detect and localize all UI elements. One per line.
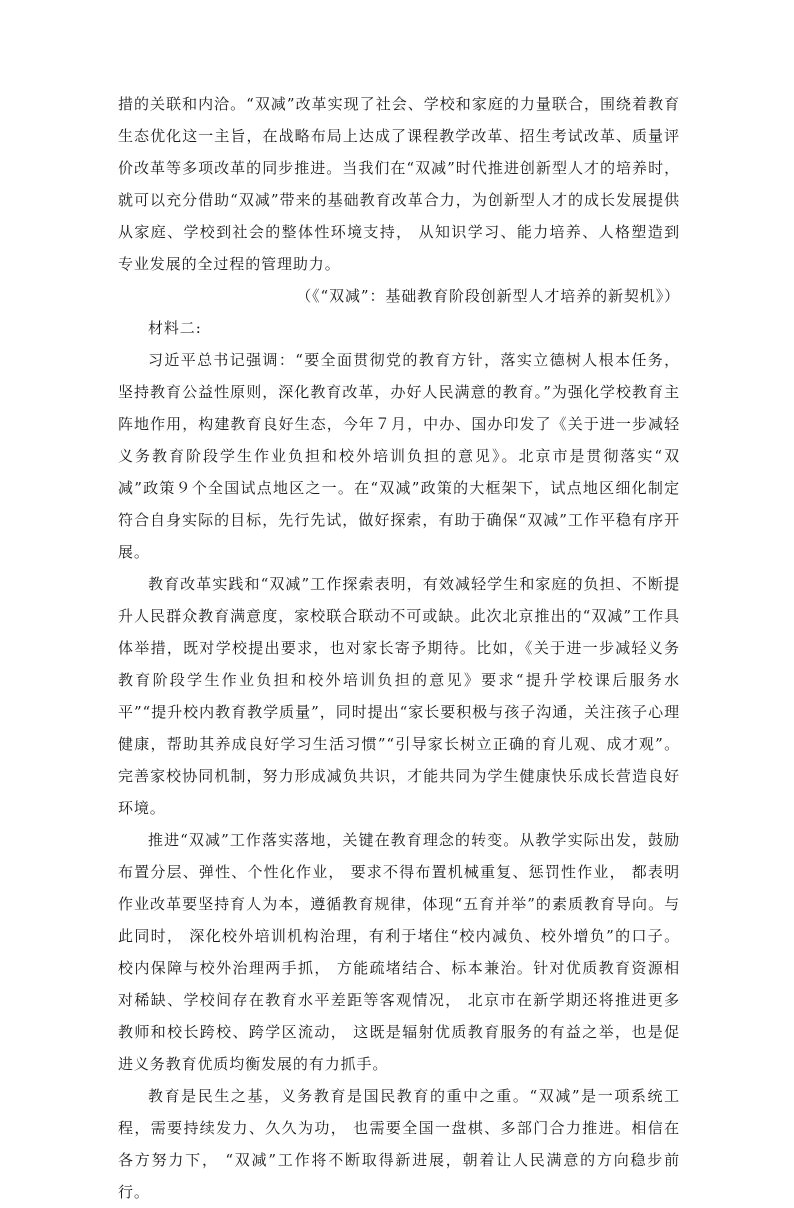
document-body bbox=[118, 88, 680, 1208]
source-citation: （《“双减”：基础教育阶段创新型人才培养的新契机》） bbox=[296, 287, 680, 305]
paragraph-conclusion: 教育是民生之基，义务教育是国民教育的重中之重。“双减”是一项系统工程，需要持续发力、久久为功， 也需要全国一盘棋、多部门合力推进。相信在各方努力下， “双减”工作将不断取得新进展，朝着让人民满意的方向稳步前行。 bbox=[118, 1087, 680, 1201]
paragraph-concept-change: 推进“双减”工作落实落地，关键在教育理念的转变。从教学实际出发，鼓励布置分层、弹性、个性化作业， 要求不得布置机械重复、惩罚性作业， 都表明作业改革要坚持育人为本，遵循教育规律，体现“五育并举”的素质教育导向。与此同时， 深化校外培训机构治理，有利于堵住“校内减负、校外增负”的口子。校内保障与校外治理两手抓， 方能疏堵结合、标本兼治。针对优质教育资源相对稀缺、学校间存在教育水平差距等客观情况， 北京市在新学期还将推进更多教师和校长跨校、跨学区流动， 这既是辐射优质教育服务的有益之举，也是促进义务教育优质均衡发展的有力抓手。 bbox=[118, 831, 680, 1073]
section-heading-material-two: 材料二: bbox=[148, 319, 202, 337]
paragraph-home-school: 教育改革实践和“双减”工作探索表明，有效减轻学生和家庭的负担、不断提升人民群众教育满意度，家校联合联动不可或缺。此次北京推出的“双减”工作具体举措，既对学校提出要求，也对家长寄予期待。比如，《关于进一步减轻义务教育阶段学生作业负担和校外培训负担的意见》要求“提升学校课后服务水平”“提升校内教育教学质量”，同时提出“家长要积极与孩子沟通，关注孩子心理健康，帮助其养成良好学习生活习惯”“引导家长树立正确的育儿观、成才观”。完善家校协同机制，努力形成减负共识，才能共同为学生健康快乐成长营造良好环境。 bbox=[118, 575, 680, 817]
paragraph-continuation: 措的关联和内洽。“双减”改革实现了社会、学校和家庭的力量联合，围绕着教育生态优化这一主旨，在战略布局上达成了课程教学改革、招生考试改革、质量评价改革等多项改革的同步推进。当我们在“双减”时代推进创新型人才的培养时，就可以充分借助“双减”带来的基础教育改革合力，为创新型人才的成长发展提供从家庭、学校到社会的整体性环境支持， 从知识学习、能力培养、人格塑造到专业发展的全过程的管理助力。 bbox=[118, 95, 680, 273]
paragraph-xi-quote: 习近平总书记强调：“要全面贯彻党的教育方针，落实立德树人根本任务，坚持教育公益性原则，深化教育改革，办好人民满意的教育。”为强化学校教育主阵地作用，构建教育良好生态，今年７月，中办、国办印发了《关于进一步减轻义务教育阶段学生作业负担和校外培训负担的意见》。北京市是贯彻落实“双减”政策９个全国试点地区之一。在“双减”政策的大框架下，试点地区细化制定符合自身实际的目标，先行先试，做好探索，有助于确保“双减”工作平稳有序开展。 bbox=[118, 351, 680, 561]
